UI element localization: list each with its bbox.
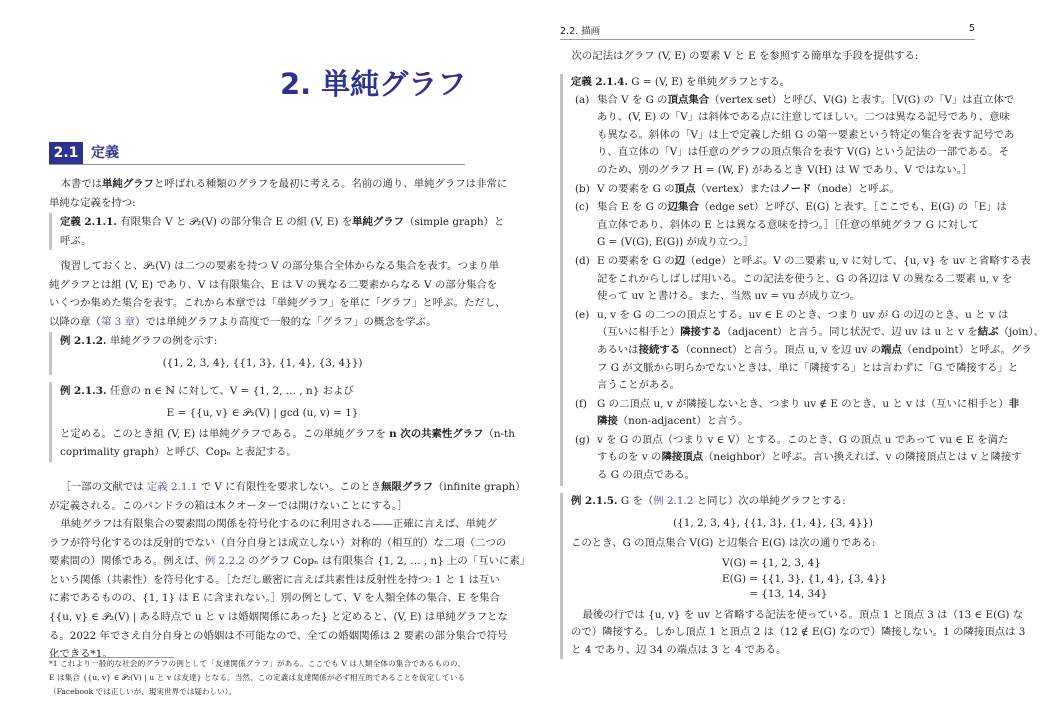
text: で V に有限性を要求しない。このとき — [197, 481, 382, 493]
text: る G の頂点である。 — [597, 469, 696, 482]
definition-item — [571, 92, 1015, 180]
text-line — [49, 534, 507, 553]
text: このとき、G の頂点集合 V(G) と辺集合 E(G) は次の通りである: — [571, 536, 876, 549]
bold-term: 無限グラフ — [381, 481, 434, 493]
text: フ G が文脈から明らかでないときは、単に「隣接する」とは言わずに「G で隣接する」と — [597, 361, 1019, 374]
example-2-1-2 — [49, 332, 465, 375]
bold-term: 辺 — [674, 254, 686, 267]
text: G = (V, E) を単純グラフとする。 — [627, 76, 791, 88]
text: G = (V(G), E(G)) が成り立つ。］ — [597, 236, 754, 249]
text-line — [571, 493, 975, 511]
text-line — [49, 497, 465, 516]
text: ので）隣接する。しかし頂点 1 と頂点 2 は（12 ∉ E(G) なので）隣接しない。1 の隣接頂点は 3 — [571, 626, 1026, 639]
text: と呼ばれる種類のグラフを最初に考える。名前の通り、単純グラフは非常に — [153, 178, 508, 190]
text-line — [597, 217, 979, 235]
text: E は集合 {{u, v} ∈ 𝒫₂(V) | u と v は友達} となる。当然、この定義は友達関係が必ず相互的であることを仮定している — [49, 673, 465, 682]
formula: ({1, 2, 3, 4}, {{1, 3}, {1, 4}, {3, 4}}) — [162, 356, 363, 369]
footnote — [49, 657, 465, 699]
text: ）では単純グラフより高度で一般的な「グラフ」の概念を学ぶ。 — [134, 315, 437, 328]
text-line — [597, 181, 975, 199]
text: *1 これより一般的な社会的グラフの例として「友達関係グラフ」がある。ここでも V は人類全体の集合であるものの、 — [49, 659, 465, 668]
definition-2-1-4 — [560, 74, 1044, 486]
text: 集合 V を G の — [597, 93, 668, 106]
item-label: (e) — [575, 308, 590, 321]
section-number: 2.1 — [49, 142, 83, 164]
definition-item — [571, 253, 1031, 306]
equation-row — [571, 587, 975, 603]
text-line — [60, 425, 515, 444]
text: 純グラフとは組 (V, E) であり、V は有限集合、E は V の異なる二要素からなる V の部分集合を — [49, 278, 498, 291]
bold-term: 頂点集合 — [667, 93, 710, 106]
text-line — [571, 535, 975, 553]
cross-reference-link[interactable]: 第 3 章 — [100, 315, 135, 328]
text: （edge）と呼ぶ。V の二要素 u, v に対して、{u, v} を uv と省略する表 — [685, 254, 1031, 267]
text: 復習しておくと、𝒫₂(V) は二つの要素を持つ V の部分集合全体からなる集合を表す。つまり単 — [60, 260, 500, 272]
text: （simple graph）と — [404, 216, 505, 228]
text: に素であるものの、{1, 1} は E に含まれない。］別の例として、V を人類全体の集合、E を集合 — [49, 592, 500, 605]
equation-lhs: V(G) — [722, 557, 746, 570]
text-line — [49, 571, 500, 590]
text: と 4 であり、辺 34 の端点は 3 と 4 である。 — [571, 643, 787, 656]
bold-term: 隣接 — [597, 415, 618, 428]
text-line — [49, 657, 465, 671]
definition-item — [571, 432, 1022, 485]
text: v を G の頂点（つまり v ∈ V）とする。このとき、G の頂点 u であって vu ∈ E を満た — [597, 433, 1009, 446]
paragraph-recap — [49, 257, 506, 331]
text: （edge set）と呼び、E(G) と表す。［ここでも、E(G) の「E」は — [698, 201, 1007, 214]
text: （vertex set）と呼び、V(G) と表す。［V(G) の「V」は直立体で — [709, 93, 1015, 106]
text: のため、別のグラフ H = (W, F) があるとき V(H) は W であり、V ではない。］ — [597, 163, 973, 176]
text: 言うことがある。 — [597, 379, 681, 392]
text: （Facebook では正しいが、現実世界では疑わしい）。 — [49, 687, 237, 696]
bold-term: 端点 — [880, 343, 902, 356]
text: （infinite graph） — [433, 481, 526, 493]
example-2-1-5 — [560, 493, 1026, 659]
text: 使って uv と書ける。また、当然 uv = vu が成り立つ。 — [597, 290, 861, 303]
section-heading — [49, 142, 465, 165]
formula: E = {{u, v} ∈ 𝒫₂(V) | gcd (u, v) = 1} — [166, 406, 359, 419]
text: V の要素を G の — [597, 182, 675, 195]
bold-term: 結ぶ — [977, 326, 999, 339]
text: あるいは — [597, 343, 639, 356]
cross-reference-link[interactable]: 例 2.1.2 — [653, 495, 694, 507]
bold-term: 例 2.1.5. — [571, 495, 618, 507]
definition-item — [571, 307, 1044, 395]
text: （connect）と言う。頂点 u, v を辺 uv の — [680, 343, 881, 356]
bold-term: 単純グラフ — [102, 178, 154, 190]
text-line — [597, 253, 1031, 271]
text-line — [597, 360, 1019, 378]
text-line — [597, 307, 1009, 325]
equation-rhs: = {{1, 3}, {1, 4}, {3, 4}} — [746, 572, 887, 585]
text: 呼ぶ。 — [60, 234, 92, 247]
formula: ({1, 2, 3, 4}, {{1, 3}, {1, 4}, {3, 4}}) — [673, 516, 873, 529]
text: 単純グラフの例を示す: — [106, 335, 218, 347]
text-line — [571, 624, 1026, 642]
text: 記をこれからしばしば用いる。この記法を使うと、G の各辺は V の異なる二要素 u, v を — [597, 272, 1013, 285]
bold-term: 非 — [1008, 397, 1020, 410]
bold-term: 定義 2.1.1. — [60, 216, 117, 228]
equation-rhs: = {1, 2, 3, 4} — [746, 557, 821, 570]
bold-term: n 次の共素性グラフ — [389, 427, 484, 440]
text: る。2022 年でさえ自分自身との婚姻は不可能なので、全ての婚姻関係は 2 要素の部分集合で符号 — [49, 629, 508, 642]
text-line — [597, 199, 1007, 217]
text-line — [49, 515, 497, 534]
text: ［一部の文献では — [60, 481, 147, 493]
text: （n-th — [483, 427, 515, 440]
definition-title — [571, 74, 975, 92]
section-title: 定義 — [91, 145, 119, 161]
text-line — [49, 671, 465, 685]
text-line — [597, 396, 1020, 414]
text: 有限集合 V と 𝒫₂(V) の部分集合 E の組 (V, E) を — [116, 216, 353, 228]
cross-reference-link[interactable]: 例 2.2.2 — [204, 555, 245, 568]
bold-term: 頂点 — [674, 182, 696, 195]
text: 単純グラフは有限集合の要素間の関係を符号化するのに利用される——正確に言えば、単純グ — [60, 518, 497, 530]
page-number: 5 — [968, 23, 975, 34]
bold-term: 例 2.1.2. — [60, 335, 107, 347]
item-label: (a) — [575, 93, 590, 106]
text-line — [597, 109, 1010, 127]
text-line — [49, 175, 508, 194]
bold-term: 隣接する — [680, 326, 722, 339]
bold-term: 例 2.1.3. — [60, 385, 107, 397]
text-line — [571, 74, 975, 92]
text-line — [597, 324, 1044, 342]
text: 任意の n ∈ ℕ に対して、V = {1, 2, … , n} および — [106, 385, 354, 397]
text: （join）、 — [998, 326, 1044, 339]
item-label: (c) — [575, 201, 589, 214]
paragraph-intro — [49, 175, 508, 212]
text-line — [597, 342, 1032, 360]
text: （node）と呼ぶ。 — [811, 182, 900, 195]
text: 集合 E を G の — [597, 201, 668, 214]
text-line — [60, 213, 505, 232]
example-text — [571, 607, 1026, 660]
text: {{u, v} ∈ 𝒫₂(V) | ある時点で u と v は婚姻関係にあった} と定めると、(V, E) は単純グラフとな — [49, 610, 508, 623]
text: 直立体であり、斜体の E とは異なる意味を持つ。］［任意の単純グラフ G に対して — [597, 218, 979, 231]
definition-item — [571, 181, 975, 199]
text-line — [49, 589, 500, 608]
text: （endpoint）と呼ぶ。グラ — [901, 343, 1032, 356]
bold-term: 単純グラフ — [352, 216, 405, 228]
text-line — [60, 443, 465, 462]
equation-lhs: E(G) — [722, 572, 746, 585]
text: （adjacent）と言う。同じ状況で、辺 uv は u と v を — [721, 326, 978, 339]
bold-term: 辺集合 — [667, 201, 699, 214]
text-line — [49, 294, 506, 313]
text-line — [597, 162, 975, 180]
item-label: (b) — [575, 182, 590, 195]
text-line — [60, 382, 465, 401]
bold-term: 定義 2.1.4. — [571, 76, 628, 88]
paragraph-infinite-graph — [49, 478, 526, 515]
text-line — [597, 92, 1015, 110]
example-text — [571, 493, 975, 511]
text: いくつか集めた集合を表す。これから本章では「単純グラフ」を単に「グラフ」と呼ぶ。ただし、 — [49, 297, 506, 310]
text-line — [49, 685, 465, 699]
bold-term: ノード — [780, 182, 812, 195]
text-line — [49, 194, 465, 213]
text: のグラフ Copₙ は有限集合 {1, 2, … , n} 上の「互いに素」 — [245, 555, 531, 568]
example-2-1-3 — [49, 382, 515, 462]
text-line — [49, 478, 526, 497]
running-header-title: 2.2. 描画 — [560, 26, 601, 37]
text-line — [571, 607, 1024, 625]
equation-row — [571, 572, 975, 588]
item-label: (g) — [575, 433, 590, 446]
text: G の二頂点 u, v が隣接しないとき、つまり uv ∉ E のとき、u と v は（互いに相手と） — [597, 397, 1009, 410]
running-header — [560, 22, 975, 40]
text-line — [597, 234, 975, 252]
text-line — [49, 313, 465, 332]
text: すものを v の — [597, 451, 662, 464]
equation-rhs: = {13, 14, 34} — [746, 588, 828, 601]
text: と定める。このとき組 (V, E) は単純グラフである。この単純グラフを — [60, 427, 390, 440]
text-line — [49, 276, 498, 295]
text: ラフが符号化するのは反射的でない（自分自身とは成立しない）対称的（相互的）な二項（二つの — [49, 536, 507, 549]
definition-2-1-1 — [49, 213, 505, 250]
text: G を（ — [617, 495, 654, 507]
text-line — [597, 288, 975, 306]
text-line — [597, 413, 975, 431]
text: 最後の行では {u, v} を uv と省略する記法を使っている。頂点 1 と頂点 3 は（13 ∈ E(G) な — [582, 608, 1024, 621]
text-line — [49, 257, 500, 276]
example-text — [60, 382, 465, 401]
text: 化できる*1。 — [49, 648, 113, 661]
chapter-title: 2. 単純グラフ — [280, 67, 467, 101]
text: （neighbor）と呼ぶ。言い換えれば、v の隣接頂点とは v と隣接す — [703, 451, 1022, 464]
text: と同じ）次の単純グラフとする: — [693, 495, 846, 507]
item-label: (d) — [575, 254, 590, 267]
text-line — [560, 48, 975, 66]
text: 要素間の）関係である。例えば、 — [49, 555, 205, 568]
text: （non-adjacent）と言う。 — [617, 415, 749, 428]
definition-item — [571, 396, 1020, 431]
paragraph-relations — [49, 515, 531, 664]
text-line — [597, 467, 975, 485]
text-line — [597, 271, 1013, 289]
text: という関係（共素性）を符号化する。［ただし厳密に言えば共素性は反射性を持つ: 1 と 1 は互い — [49, 573, 500, 586]
paragraph-notation — [560, 48, 975, 66]
text: り、直立体の「V」は任意のグラフの頂点集合を表す V(G) という記法の一部である。そ — [597, 146, 1010, 159]
text: （互いに相手と） — [597, 326, 681, 339]
text: （vertex）または — [695, 182, 781, 195]
bold-term: 隣接頂点 — [661, 451, 703, 464]
text: 以降の章（ — [49, 315, 101, 328]
equation-array — [571, 556, 975, 603]
text-line — [49, 627, 508, 646]
text: E の要素を G の — [597, 254, 675, 267]
text-line — [49, 552, 531, 571]
bold-term: 接続する — [638, 343, 681, 356]
text: coprimality graph）と呼び、Copₙ と表記する。 — [60, 446, 297, 459]
text-line — [597, 449, 1022, 467]
definition-item — [571, 199, 1007, 252]
text-line — [571, 642, 975, 660]
text-line — [597, 144, 1010, 162]
equation-row — [571, 556, 975, 572]
text: あり、(V, E) の「V」は斜体である点に注意してほしい。二つは異なる記号であり、意味 — [597, 111, 1010, 124]
text: 本書では — [60, 178, 102, 190]
text-line — [60, 232, 465, 251]
text: 次の記法はグラフ (V, E) の要素 V と E を参照する簡単な手段を提供する: — [571, 50, 919, 62]
text-line — [597, 127, 1015, 145]
example-text — [571, 535, 975, 553]
text: が定義される。このパンドラの箱は本クオーターでは開けないことにする。］ — [49, 499, 408, 512]
text-line — [60, 332, 465, 351]
definition-items — [571, 92, 1044, 485]
text-line — [49, 608, 508, 627]
example-text — [60, 332, 465, 351]
text: も異なる。斜体の「V」は上で定義した組 G の第一要素という特定の集合を表す記号であ — [597, 128, 1015, 141]
example-text — [60, 425, 515, 462]
item-label: (f) — [575, 397, 587, 410]
text: 単純な定義を持つ: — [49, 196, 136, 209]
right-page — [512, 0, 1044, 724]
text-line — [597, 432, 1009, 450]
text: u, v を G の二つの頂点とする。uv ∈ E のとき、つまり uv が G の辺のとき、u と v は — [597, 308, 1009, 321]
cross-reference-link[interactable]: 定義 2.1.1 — [146, 481, 198, 493]
text-line — [597, 377, 975, 395]
